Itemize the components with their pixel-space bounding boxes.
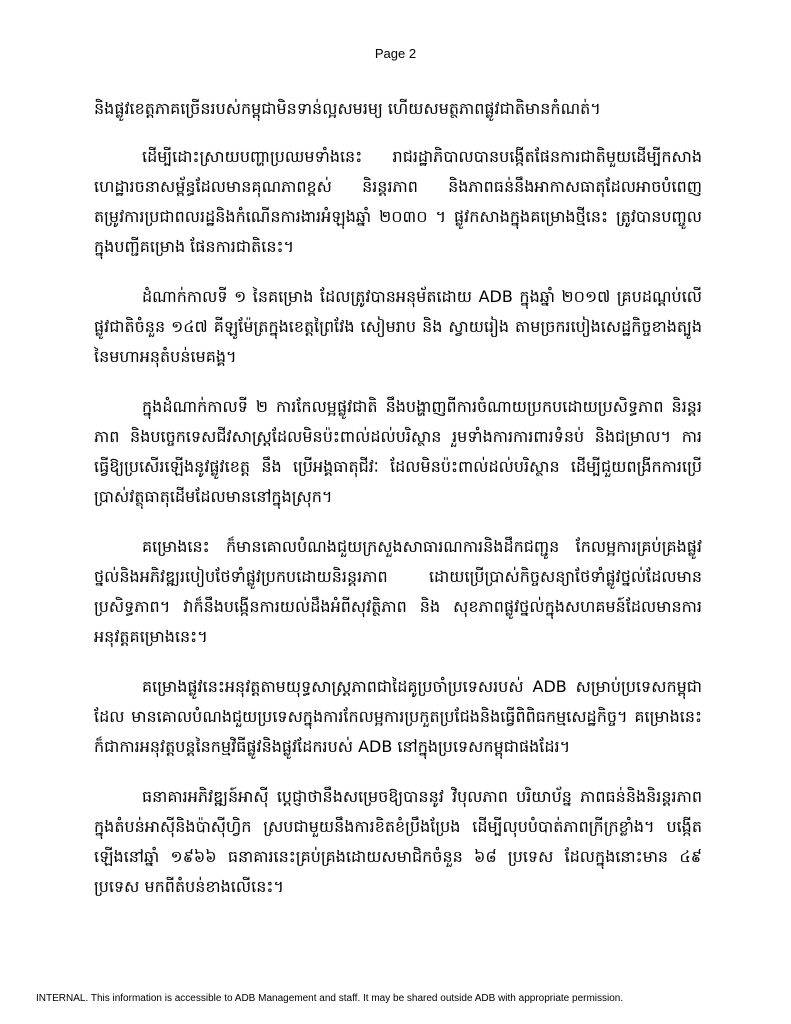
paragraph-partnership-strategy: គម្រោងផ្លូវនេះអនុវត្តតាមយុទ្ធសាស្ត្រភាពជាដៃគូប្រចាំប្រទេសរបស់ ADB សម្រាប់ប្រទេសកម្ពុជា ដែល មានគោលបំណងជួយប្រទេសក្នុងការកែលម្អការប្រកួតប្រជែងនិងធ្វើពិពិធកម្មសេដ្ឋកិច្ច។ គម្រោងនេះក៏ជាការអនុវត្តបន្តនៃកម្មវិធីផ្លូវនិងផ្លូវដែករបស់ ADB នៅក្នុងប្រទេសកម្ពុជាផងដែរ។ (94, 677, 702, 756)
paragraph-phase-two: ក្នុងដំណាក់កាលទី ២ ការកែលម្អផ្លូវជាតិ នឹងបង្ហាញពីការចំណាយប្រកបដោយប្រសិទ្ធភាព និរន្តរភាព និងបច្ចេកទេសជីវសាស្ត្រដែលមិនប៉ះពាល់ដល់បរិស្ថាន រួមទាំងការការពារទំនប់ និងជម្រាល។ ការធ្វើឱ្យប្រសើរឡើងនូវផ្លូវខេត្ត នឹង ប្រើអង្គធាតុជីវៈ ដែលមិនប៉ះពាល់ដល់បរិស្ថាន ដើម្បីជួយពង្រីកការប្រើប្រាស់វត្ថុធាតុដើមដែលមាននៅក្នុងស្រុក។ (94, 397, 702, 506)
document-body (94, 94, 702, 922)
paragraph-ministry-support: គម្រោងនេះ ក៏មានគោលបំណងជួយក្រសួងសាធារណការនិងដឹកជញ្ជូន កែលម្អការគ្រប់គ្រងផ្លូវថ្នល់និងអភិវឌ្ឍរបៀបថែទាំផ្លូវប្រកបដោយនិរន្តរភាព ដោយប្រើប្រាស់កិច្ចសន្យាថែទាំផ្លូវថ្នល់ដែលមានប្រសិទ្ធភាព។ វាក៏នឹងបង្កើនការយល់ដឹងអំពីសុវត្ថិភាព និង សុខភាពផ្លូវថ្នល់ក្នុងសហគមន៍ដែលមានការអនុវត្តគម្រោងនេះ។ (94, 537, 702, 646)
internal-notice-footer: INTERNAL. This information is accessible to ADB Management and staff. It may be shared outside ADB with appropriate permission. (36, 993, 624, 1004)
paragraph-about-adb: ធនាគារអភិវឌ្ឍន៍អាស៊ី ប្តេជ្ញាថានឹងសម្រេចឱ្យបាននូវ វិបុលភាព បរិយាប័ន្ន ភាពធន់និងនិរន្តរភាព ក្នុងតំបន់អាស៊ីនិងប៉ាស៊ីហ្វិក ស្របជាមួយនឹងការខិតខំប្រឹងប្រែង ដើម្បីលុបបំបាត់ភាពក្រីក្រខ្លាំង។ បង្កើតឡើងនៅឆ្នាំ ១៩៦៦ ធនាគារនេះគ្រប់គ្រងដោយសមាជិកចំនួន ៦៨ ប្រទេស ដែលក្នុងនោះមាន ៤៩ ប្រទេស មកពីតំបន់ខាងលើនេះ។ (94, 787, 702, 896)
paragraph-phase-one: ដំណាក់កាលទី ១ នៃគម្រោង ដែលត្រូវបានអនុម័តដោយ ADB ក្នុងឆ្នាំ ២០១៧ គ្របដណ្តប់លើផ្លូវជាតិចំនួន ១៤៧ គីឡូម៉ែត្រក្នុងខេត្តព្រៃវែង សៀមរាប និង ស្វាយរៀង តាមច្រករបៀងសេដ្ឋកិច្ចខាងត្បូងនៃមហាអនុតំបន់មេគង្គ។ (94, 287, 702, 366)
paragraph-intro-continuation: និងផ្លូវខេត្តភាគច្រើនរបស់កម្ពុជាមិនទាន់ល្អសមរម្យ ហើយសមត្ថភាពផ្លូវជាតិមានកំណត់។ (94, 99, 601, 118)
page-number: Page 2 (374, 46, 417, 61)
paragraph-national-plan: ដើម្បីដោះស្រាយបញ្ហាប្រឈមទាំងនេះ រាជរដ្ឋាភិបាលបានបង្កើតផែនការជាតិមួយដើម្បីកសាងហេដ្ឋារចនាសម្ព័ន្ធដែលមានគុណភាពខ្ពស់ និរន្តរភាព និងភាពធន់នឹងអាកាសធាតុដែលអាចបំពេញ តម្រូវការប្រជាពលរដ្ឋនិងកំណើនការងារអំឡុងឆ្នាំ ២០៣០ ។ ផ្លូវកសាងក្នុងគម្រោងថ្មីនេះ ត្រូវបានបញ្ចូលក្នុងបញ្ជីគម្រោង ផែនការជាតិនេះ។ (94, 147, 702, 256)
